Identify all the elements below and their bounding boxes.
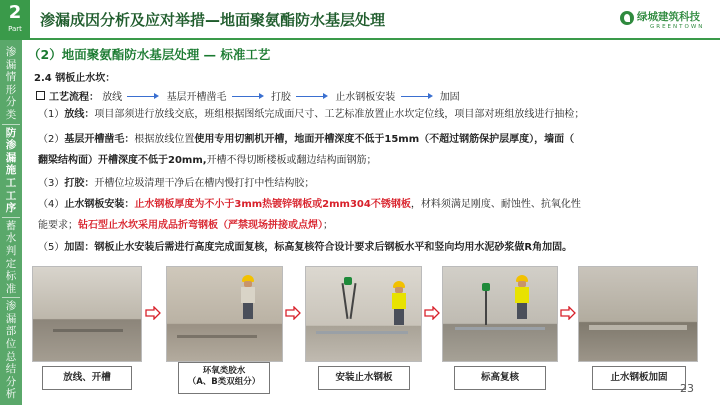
part-number: 2 (8, 2, 22, 23)
caption-line: 环氧类胶水 (202, 366, 246, 376)
para-text: 开槽不得切断楼板或翻边结构面钢筋； (206, 155, 377, 166)
para-text: 能要求； (38, 220, 78, 231)
arrow-right-icon (127, 92, 161, 100)
para-head: 放线： (64, 109, 95, 120)
sidebar-item-water-test-standard[interactable]: 蓄水判定标准 (5, 219, 17, 295)
section-subtitle: （2）地面聚氨酯防水基层处理 — 标准工艺 (28, 47, 271, 62)
worker-figure (241, 275, 255, 319)
process-flow (36, 88, 460, 103)
steel-plate (316, 331, 408, 334)
section-sidebar (0, 40, 22, 405)
part-label: Part (8, 25, 22, 33)
flow-step: 基层开槽凿毛 (166, 92, 227, 103)
sidebar-divider (2, 124, 20, 125)
arrow-right-icon (296, 92, 330, 100)
mortar-fillet (589, 325, 687, 330)
para-red: 止水钢板厚度为不小于3mm热镀锌钢板或2mm304不锈钢板 (134, 199, 411, 210)
checkbox-bullet-icon (36, 91, 45, 100)
para-red: 钻石型止水坎采用成品折弯钢板（严禁现场拼接或点焊） (78, 220, 323, 231)
photo-caption: 标高复核 (454, 366, 546, 390)
header-divider (30, 38, 720, 40)
arrow-right-icon (401, 92, 435, 100)
laser-level-icon (344, 277, 352, 285)
worker-figure (392, 281, 406, 325)
photo-caption (178, 362, 270, 394)
photo-caption: 止水钢板加固 (592, 366, 686, 390)
worker-figure (515, 275, 529, 319)
tripod-leg (350, 283, 357, 319)
para-head: 止水钢板安装： (64, 199, 135, 210)
paragraph-4-line2 (38, 219, 333, 233)
slide-title: 渗漏成因分析及应对举措—地面聚氨酯防水基层处理 (40, 11, 386, 29)
section-heading: 2.4 钢板止水坎： (34, 73, 116, 84)
laser-level-icon (482, 283, 490, 291)
paragraph-2 (38, 133, 574, 147)
caption-line: （A、B类双组分） (187, 377, 261, 387)
para-num: （4） (38, 199, 65, 210)
paragraph-4 (38, 198, 581, 212)
photo-caption: 安装止水钢板 (318, 366, 410, 390)
para-num: （5） (38, 242, 65, 253)
logo-text-cn: 绿城建筑科技 (637, 11, 700, 23)
site-photo-marking (32, 266, 142, 362)
flow-step: 止水钢板安装 (335, 92, 396, 103)
slide-header (0, 0, 720, 40)
para-text: 根据放线位置 (134, 134, 195, 145)
site-photo-reinforce (578, 266, 698, 362)
para-head: 加固： (64, 242, 95, 253)
sidebar-item-construction-process[interactable]: 防渗漏施工工序 (5, 126, 17, 215)
site-photo-elevation-check (442, 266, 558, 362)
para-head: 基层开槽凿毛： (64, 134, 135, 145)
groove-line (177, 335, 257, 338)
flow-step: 加固 (439, 92, 460, 103)
arrow-right-icon (232, 92, 266, 100)
logo-text-en: GREENTOWN (650, 24, 705, 30)
paragraph-3 (38, 177, 314, 191)
para-num: （1） (38, 109, 65, 120)
para-num: （2） (38, 134, 65, 145)
flow-step: 放线 (102, 92, 123, 103)
paragraph-5 (38, 241, 572, 255)
para-num: （3） (38, 178, 65, 189)
groove-line (53, 329, 123, 332)
site-photo-gluing (166, 266, 283, 362)
para-head: 打胶： (64, 178, 95, 189)
photo-caption: 放线、开槽 (42, 366, 132, 390)
para-bold: 翻梁结构面）开槽深度不低于20mm, (38, 155, 207, 166)
paragraph-2-line2 (38, 154, 377, 168)
paragraph-1 (38, 108, 584, 122)
para-text: ； (323, 220, 333, 231)
sidebar-divider (2, 217, 20, 218)
steel-plate (455, 327, 545, 330)
leaf-logo-icon (620, 11, 634, 25)
tripod-leg (485, 289, 487, 325)
page-number: 23 (680, 382, 694, 395)
tripod-leg (342, 283, 349, 319)
sidebar-item-leak-summary[interactable]: 渗漏部位总结分析 (5, 300, 17, 401)
sidebar-divider (2, 297, 20, 298)
para-bold: 使用专用切割机开槽，地面开槽深度不低于15mm（不超过钢筋保护层厚度），墙面（ (194, 134, 575, 145)
site-photo-install-plate (305, 266, 422, 362)
sidebar-item-leak-types[interactable]: 渗漏情形分类 (5, 46, 17, 121)
flow-step: 打胶 (270, 92, 291, 103)
para-text: 钢板止水安装后需进行高度完成面复核，标高复核符合设计要求后钢板水平和竖向均用水泥砂浆做R角加固。 (94, 242, 573, 253)
para-text: 项目部须进行放线交底，班组根据图纸完成面尺寸、工艺标准放置止水坎定位线，项目部对班组放线进行抽检； (94, 109, 585, 120)
part-badge (0, 0, 30, 40)
company-logo (620, 8, 716, 34)
para-text: ，材料须满足刚度、耐蚀性、抗氧化性 (410, 199, 581, 210)
flow-label: 工艺流程： (49, 92, 99, 103)
para-text: 开槽位垃圾清理干净后在槽内慢打打中性结构胶； (94, 178, 315, 189)
